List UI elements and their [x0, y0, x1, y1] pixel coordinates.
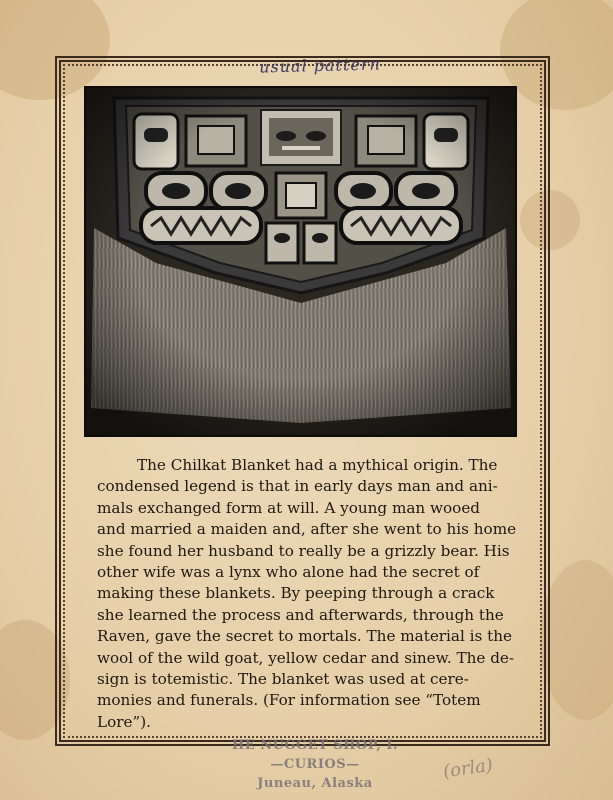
paper-stain — [540, 560, 613, 720]
chilkat-blanket-illustration — [86, 88, 515, 435]
body-line: condensed legend is that in early days man and ani- — [97, 477, 498, 496]
body-text — [97, 455, 517, 733]
body-line: Raven, gave the secret to mortals. The material is the — [97, 627, 513, 646]
body-line: wool of the wild goat, yellow cedar and sinew. The de- — [97, 648, 515, 667]
body-line: she learned the process and afterwards, through the — [97, 605, 504, 624]
shop-stamp — [215, 736, 415, 793]
body-line: other wife was a lynx who alone had the secret of — [97, 563, 480, 582]
body-line: making these blankets. By peeping through a crack — [97, 584, 495, 603]
stamp-line: HE NUGGET SHOP, I. — [231, 738, 398, 753]
handwritten-note: usual pattern — [258, 54, 382, 77]
body-line: monies and funerals. (For information see “Totem — [97, 691, 481, 710]
body-line: Lore”). — [97, 712, 151, 731]
body-line: and married a maiden and, after she went to his home — [97, 520, 517, 539]
body-line: sign is totemistic. The blanket was used at cere- — [97, 670, 469, 689]
chilkat-blanket-photo — [84, 86, 517, 437]
stamp-line: Juneau, Alaska — [257, 776, 373, 791]
body-line: mals exchanged form at will. A young man wooed — [97, 498, 481, 517]
body-line: she found her husband to really be a grizzly bear. His — [97, 541, 510, 560]
body-line: The Chilkat Blanket had a mythical origin. The — [137, 456, 498, 474]
stamp-line: —CURIOS— — [270, 757, 360, 772]
pencil-note: (orla) — [441, 754, 495, 783]
